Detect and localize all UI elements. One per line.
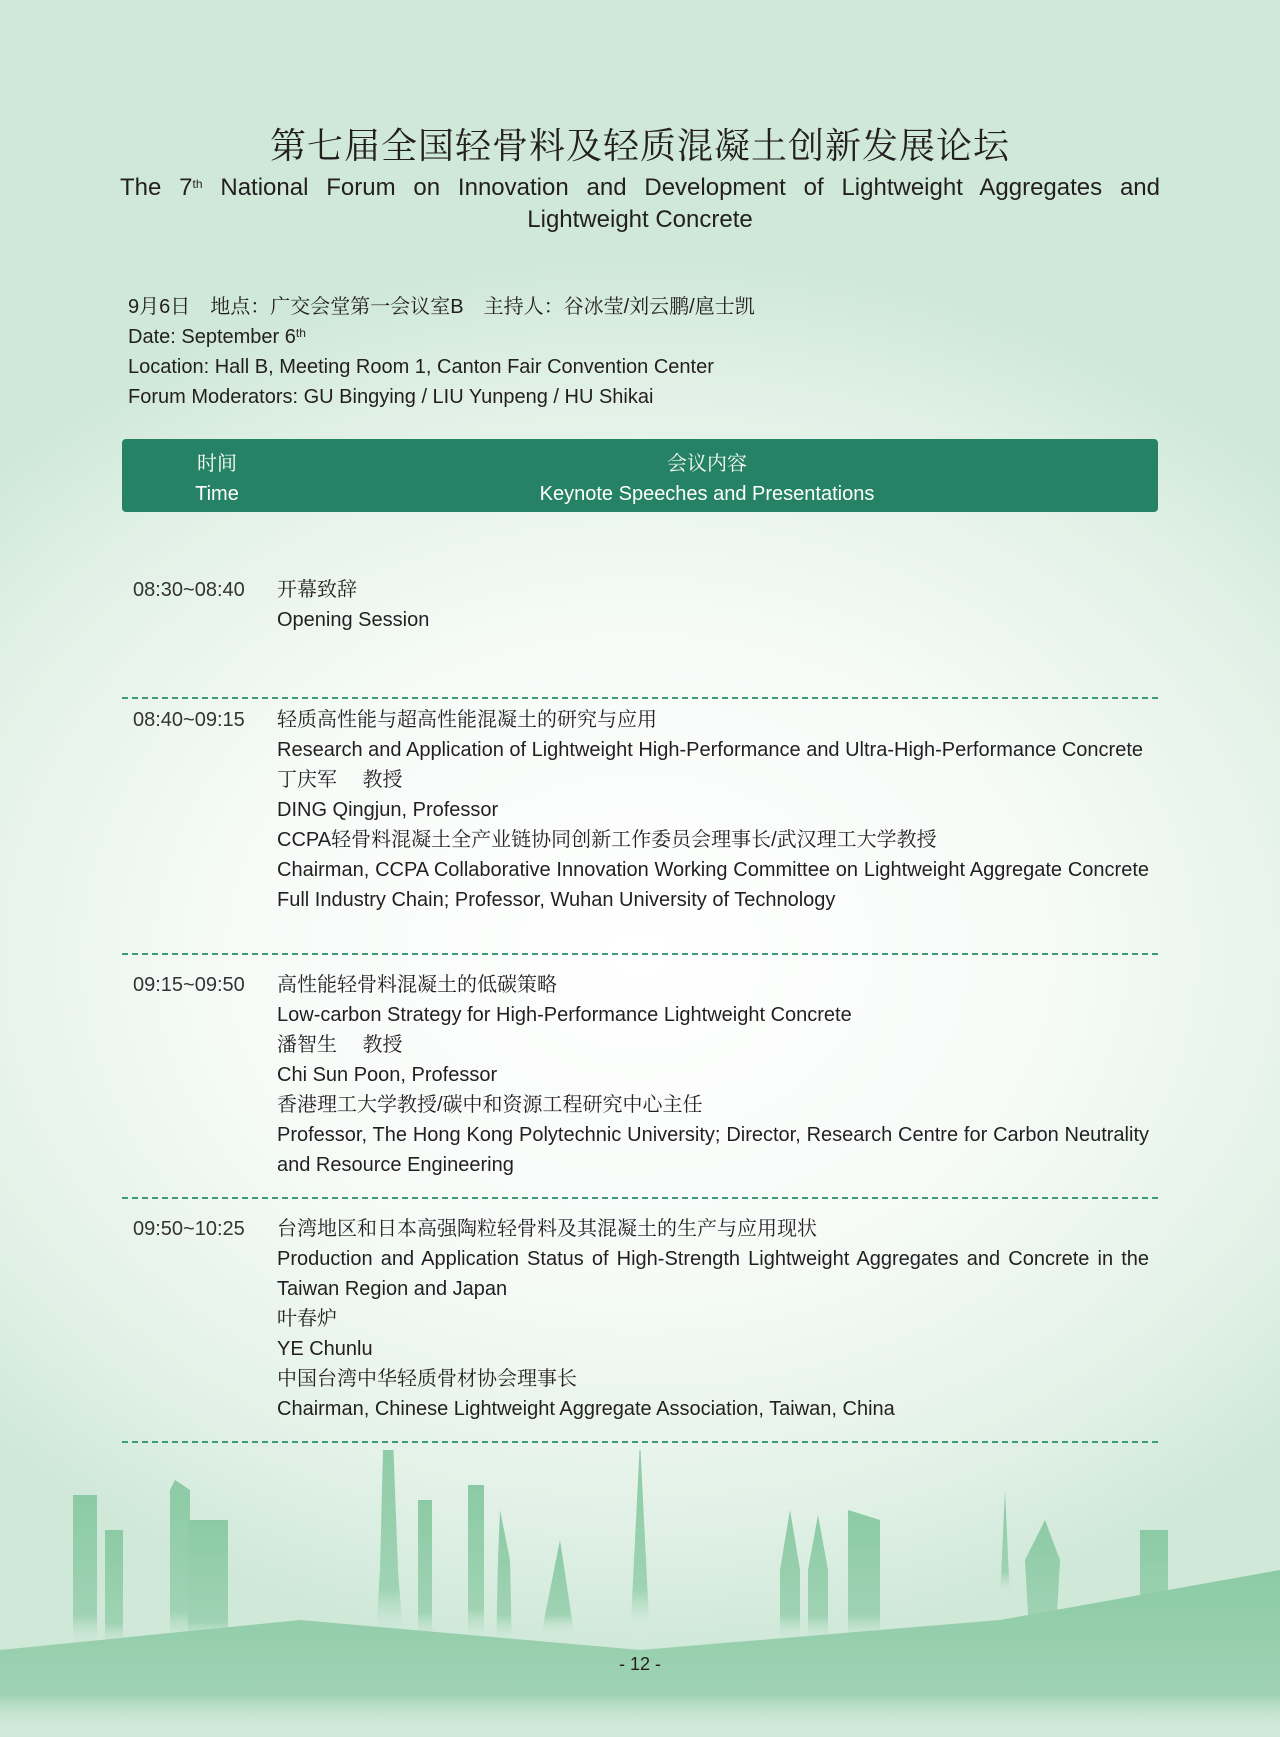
header-content (342, 449, 1072, 509)
session-line: 轻质高性能与超高性能混凝土的研究与应用 (277, 709, 657, 731)
session-line: Chi Sun Poon, Professor (277, 1064, 498, 1086)
session-line: 潘智生 教授 (277, 1034, 403, 1056)
header-time-en: Time (195, 483, 239, 505)
session-line: 丁庆军 教授 (277, 769, 403, 791)
title-en-part: The 7 (120, 174, 193, 201)
session-line: Production and Application Status of High-Strength Lightweight Aggregates and Concrete in the Taiwan Region and Japan (277, 1248, 1149, 1300)
session-line: 香港理工大学教授/碳中和资源工程研究中心主任 (277, 1094, 703, 1116)
session-line: Professor, The Hong Kong Polytechnic University; Director, Research Centre for Carbon Neutrality and Resource Engineering (277, 1124, 1149, 1176)
city-skyline-illustration (0, 1450, 1280, 1737)
session-line: DING Qingjun, Professor (277, 799, 499, 821)
session-content (277, 705, 1149, 915)
session-line: Research and Application of Lightweight High-Performance and Ultra-High-Performance Concrete (277, 739, 1143, 761)
info-date (128, 322, 755, 352)
session-line: 台湾地区和日本高强陶粒轻骨料及其混凝土的生产与应用现状 (277, 1218, 817, 1240)
session-line: CCPA轻骨料混凝土全产业链协同创新工作委员会理事长/武汉理工大学教授 (277, 829, 937, 851)
session-line: 开幕致辞 (277, 579, 357, 601)
dashed-divider (122, 1441, 1158, 1443)
forum-title-en (120, 170, 1160, 206)
title-en-sup: th (192, 177, 203, 191)
schedule-header (122, 439, 1158, 512)
header-time (172, 449, 262, 509)
header-content-cn: 会议内容 (667, 453, 747, 475)
session-content (277, 1214, 1149, 1424)
session-content (277, 970, 1149, 1180)
info-location: Location: Hall B, Meeting Room 1, Canton Fair Convention Center (128, 356, 714, 378)
session-line: YE Chunlu (277, 1338, 373, 1360)
dashed-divider (122, 697, 1158, 699)
session-line: Low-carbon Strategy for High-Performance Lightweight Concrete (277, 1004, 852, 1026)
forum-info (128, 292, 755, 412)
dashed-divider (122, 953, 1158, 955)
forum-title-en-line2: Lightweight Concrete (527, 206, 753, 233)
date-sup: th (295, 326, 306, 340)
header-content-en: Keynote Speeches and Presentations (539, 483, 875, 505)
info-moderators: Forum Moderators: GU Bingying / LIU Yunpeng / HU Shikai (128, 386, 654, 408)
date-text: Date: September 6 (128, 326, 296, 348)
title-en-part: National Forum on Innovation and Development of Lightweight Aggregates and (202, 174, 1160, 201)
page-number: - 12 - (618, 1654, 661, 1674)
info-cn: 9月6日 地点：广交会堂第一会议室B 主持人：谷冰莹/刘云鹏/扈士凯 (128, 296, 755, 318)
session-time: 09:15~09:50 (133, 974, 245, 996)
session-line: Chairman, CCPA Collaborative Innovation Working Committee on Lightweight Aggregate Concrete Full Industry Chain; Professor, Wuhan University of Technology (277, 859, 1149, 911)
session-line: 高性能轻骨料混凝土的低碳策略 (277, 974, 557, 996)
dashed-divider (122, 1197, 1158, 1199)
session-line: 叶春炉 (277, 1308, 337, 1330)
header-time-cn: 时间 (197, 453, 237, 475)
forum-title-cn: 第七届全国轻骨料及轻质混凝土创新发展论坛 (269, 125, 1010, 166)
session-line: Chairman, Chinese Lightweight Aggregate Association, Taiwan, China (277, 1398, 895, 1420)
session-line: 中国台湾中华轻质骨材协会理事长 (277, 1368, 577, 1390)
session-time: 09:50~10:25 (133, 1218, 245, 1240)
session-time: 08:40~09:15 (133, 709, 245, 731)
session-content (277, 575, 1149, 635)
session-time: 08:30~08:40 (133, 579, 245, 601)
session-line: Opening Session (277, 609, 430, 631)
